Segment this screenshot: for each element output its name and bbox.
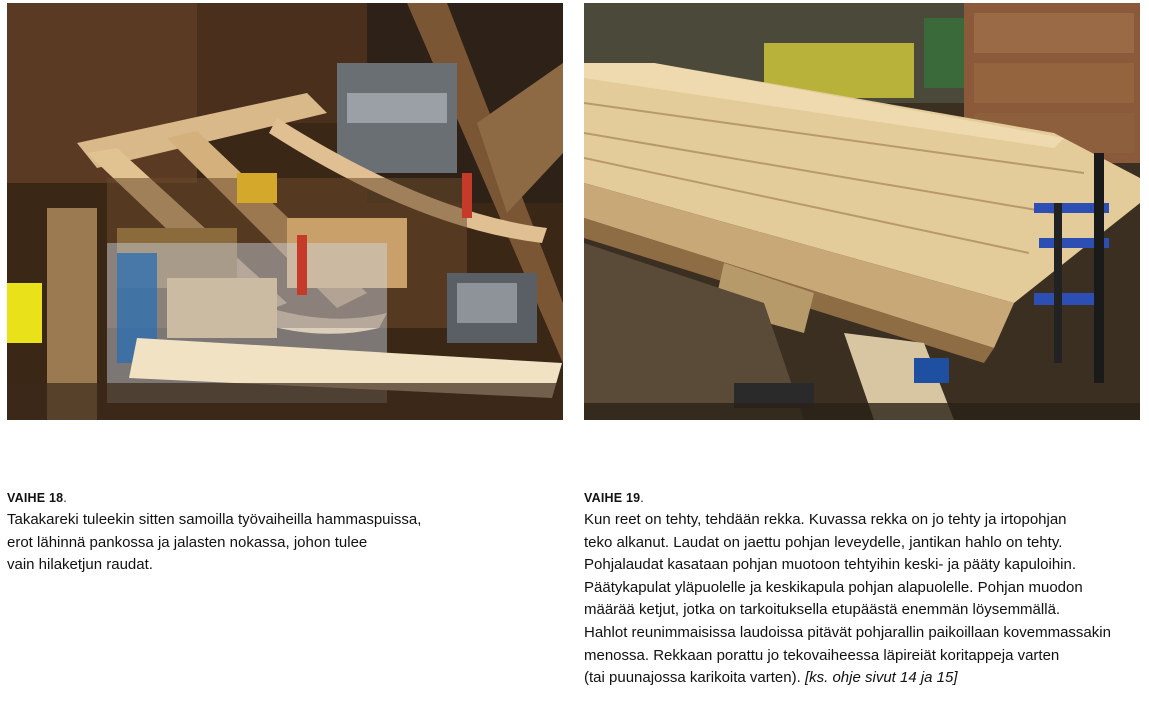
caption-line: teko alkanut. Laudat on jaettu pohjan leveydelle, jantikan hahlo on tehty. [584,533,1063,551]
photo-vaihe-19 [584,3,1140,420]
page-reference: [ks. ohje sivut 14 ja 15] [804,669,958,687]
caption-line: Päätykapulat yläpuolelle ja keskikapula pohjan alapuolelle. Pohjan muodon [584,578,1083,596]
caption-vaihe-19 [584,490,1149,690]
caption-line: Kun reet on tehty, tehdään rekka. Kuvassa rekka on jo tehty ja irtopohjan [584,511,1067,528]
step-heading: VAIHE 18. [7,491,67,505]
caption-vaihe-18 [7,490,567,577]
caption-line: vain hilaketjun raudat. [7,556,153,574]
caption-line: Takakareki tuleekin sitten samoilla työvaiheilla hammaspuissa, [7,511,422,528]
caption-line: erot lähinnä pankossa ja jalasten nokassa, johon tulee [7,533,368,551]
caption-line: Pohjalaudat kasataan pohjan muotoon tehtyihin keski- ja pääty kapuloihin. [584,556,1076,574]
caption-line: menossa. Rekkaan porattu jo tekovaiheessa läpireiät koritappeja varten [584,646,1060,664]
step-heading: VAIHE 19. [584,491,644,505]
workbench-sled-frame-photo [7,3,563,420]
caption-line: Hahlot reunimmaisissa laudoissa pitävät pohjarallin paikoillaan kovemmassakin [584,623,1111,641]
caption-line: määrää ketjut, jotka on tarkoituksella etupäästä enemmän löysemmällä. [584,601,1061,619]
photo-vaihe-18 [7,3,563,420]
plank-sled-bed-clamps-photo [584,3,1140,420]
caption-line [584,667,1149,690]
caption-text: (tai puunajossa karikoita varten). [584,669,805,687]
